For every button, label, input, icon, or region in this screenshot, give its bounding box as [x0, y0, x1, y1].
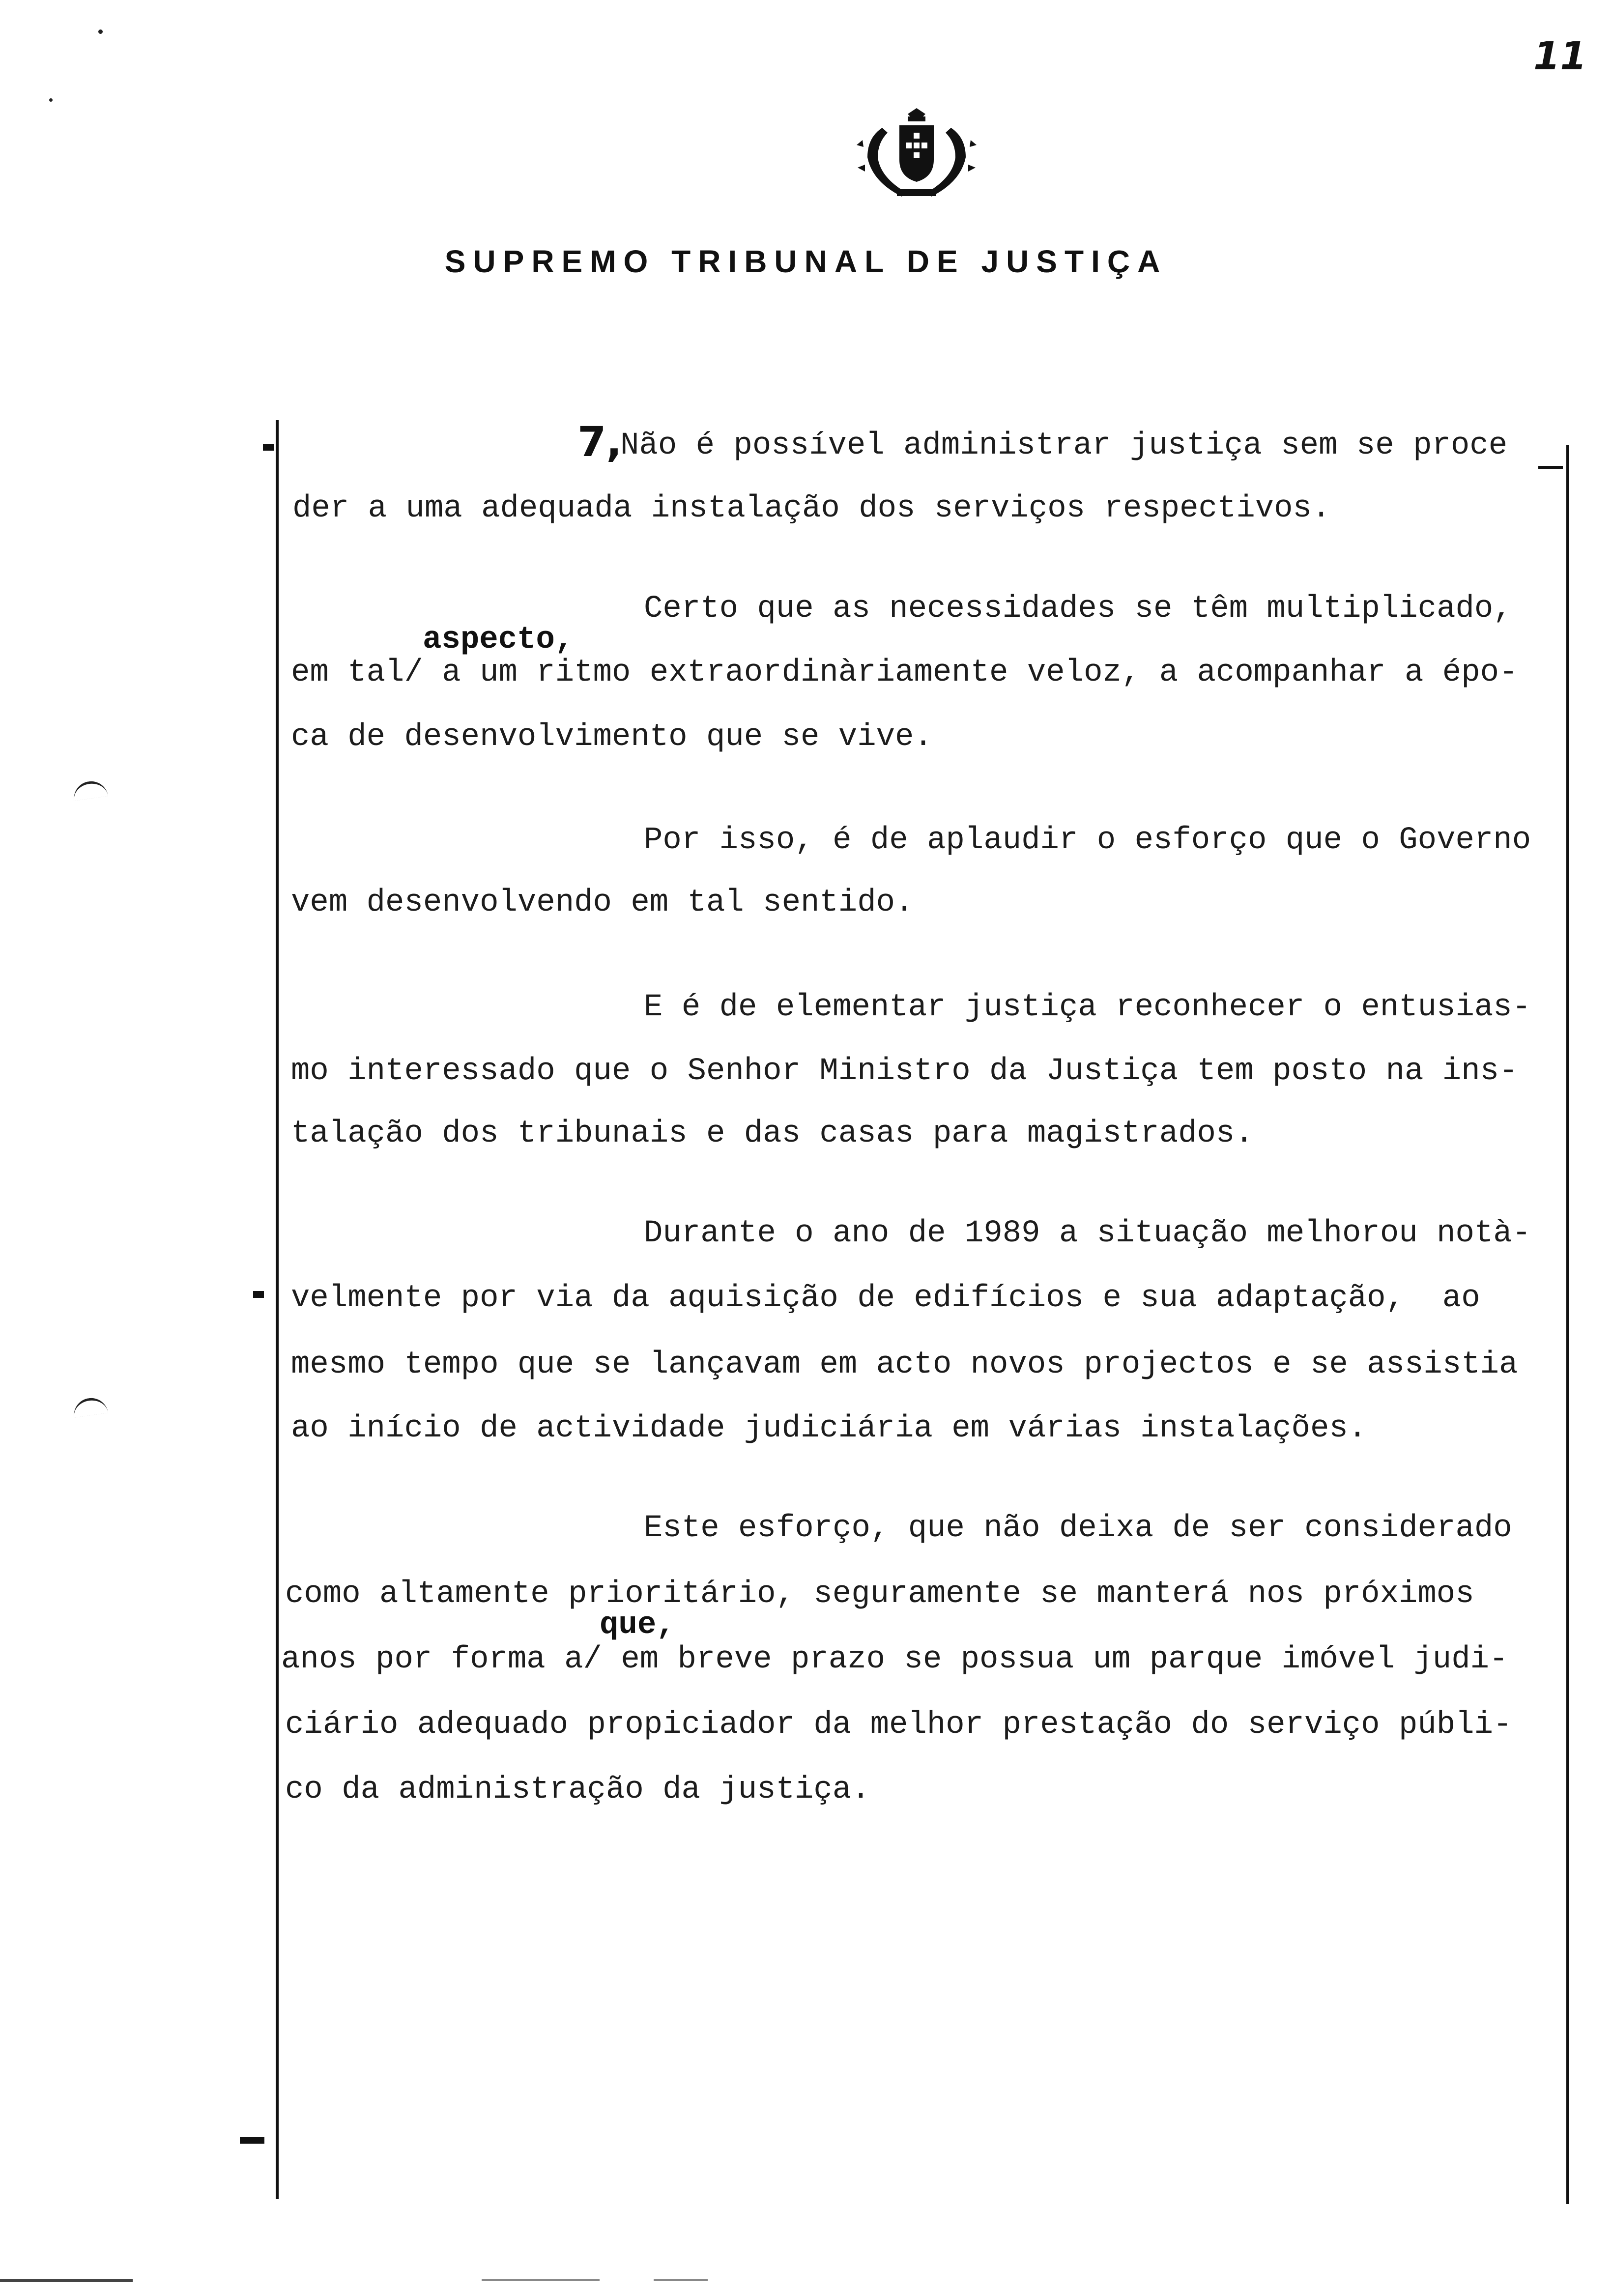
- scan-noise: [482, 2279, 600, 2281]
- handwritten-insertion: que,: [600, 1607, 675, 1643]
- margin-tick: [240, 2137, 264, 2144]
- text-line: velmente por via da aquisição de edifícios e sua adaptação, ao: [291, 1281, 1480, 1316]
- text-line: Não é possível administrar justiça sem se proce: [620, 428, 1508, 463]
- text-line: talação dos tribunais e das casas para magistrados.: [291, 1116, 1254, 1151]
- margin-tick: [253, 1291, 264, 1298]
- text-line: mesmo tempo que se lançavam em acto novos projectos e se assistia: [291, 1347, 1518, 1382]
- text-line: Certo que as necessidades se têm multiplicado,: [644, 591, 1512, 627]
- margin-mark: [72, 1396, 108, 1417]
- handwritten-insertion: aspecto,: [423, 622, 574, 658]
- text-line: Este esforço, que não deixa de ser considerado: [644, 1511, 1512, 1546]
- right-margin-rule: [1566, 445, 1569, 2204]
- margin-tick: [263, 444, 274, 451]
- text-line: vem desenvolvendo em tal sentido.: [291, 885, 914, 920]
- text-line: Durante o ano de 1989 a situação melhorou notà-: [644, 1216, 1531, 1251]
- speck: [49, 98, 53, 102]
- text-line: co da administração da justiça.: [285, 1772, 870, 1808]
- left-margin-rule: [276, 420, 279, 2199]
- court-title: SUPREMO TRIBUNAL DE JUSTIÇA: [444, 244, 1168, 279]
- text-line: em tal/ a um ritmo extraordinàriamente veloz, a acompanhar a épo-: [291, 655, 1518, 690]
- text-line: como altamente prioritário, seguramente se manterá nos próximos: [285, 1577, 1474, 1612]
- coat-of-arms-icon: [853, 106, 980, 204]
- margin-mark: [72, 779, 108, 801]
- speck: [98, 29, 103, 34]
- text-line: ao início de actividade judiciária em várias instalações.: [291, 1411, 1367, 1446]
- text-line: anos por forma a/ em breve prazo se possua um parque imóvel judi-: [281, 1642, 1508, 1677]
- page-number: 11: [1533, 34, 1587, 79]
- text-line: ciário adequado propiciador da melhor prestação do serviço públi-: [285, 1707, 1512, 1743]
- text-line: E é de elementar justiça reconhecer o entusias-: [644, 990, 1531, 1025]
- text-line: ca de desenvolvimento que se vive.: [291, 719, 933, 755]
- text-line: der a uma adequada instalação dos serviços respectivos.: [292, 491, 1331, 526]
- scan-noise: [654, 2279, 708, 2281]
- text-line: mo interessado que o Senhor Ministro da Justiça tem posto na ins-: [291, 1054, 1518, 1089]
- paragraph-marker: 7,: [577, 418, 622, 466]
- scan-noise: [0, 2279, 133, 2282]
- underline-mark: [1538, 466, 1563, 469]
- text-line: Por isso, é de aplaudir o esforço que o Governo: [644, 823, 1531, 858]
